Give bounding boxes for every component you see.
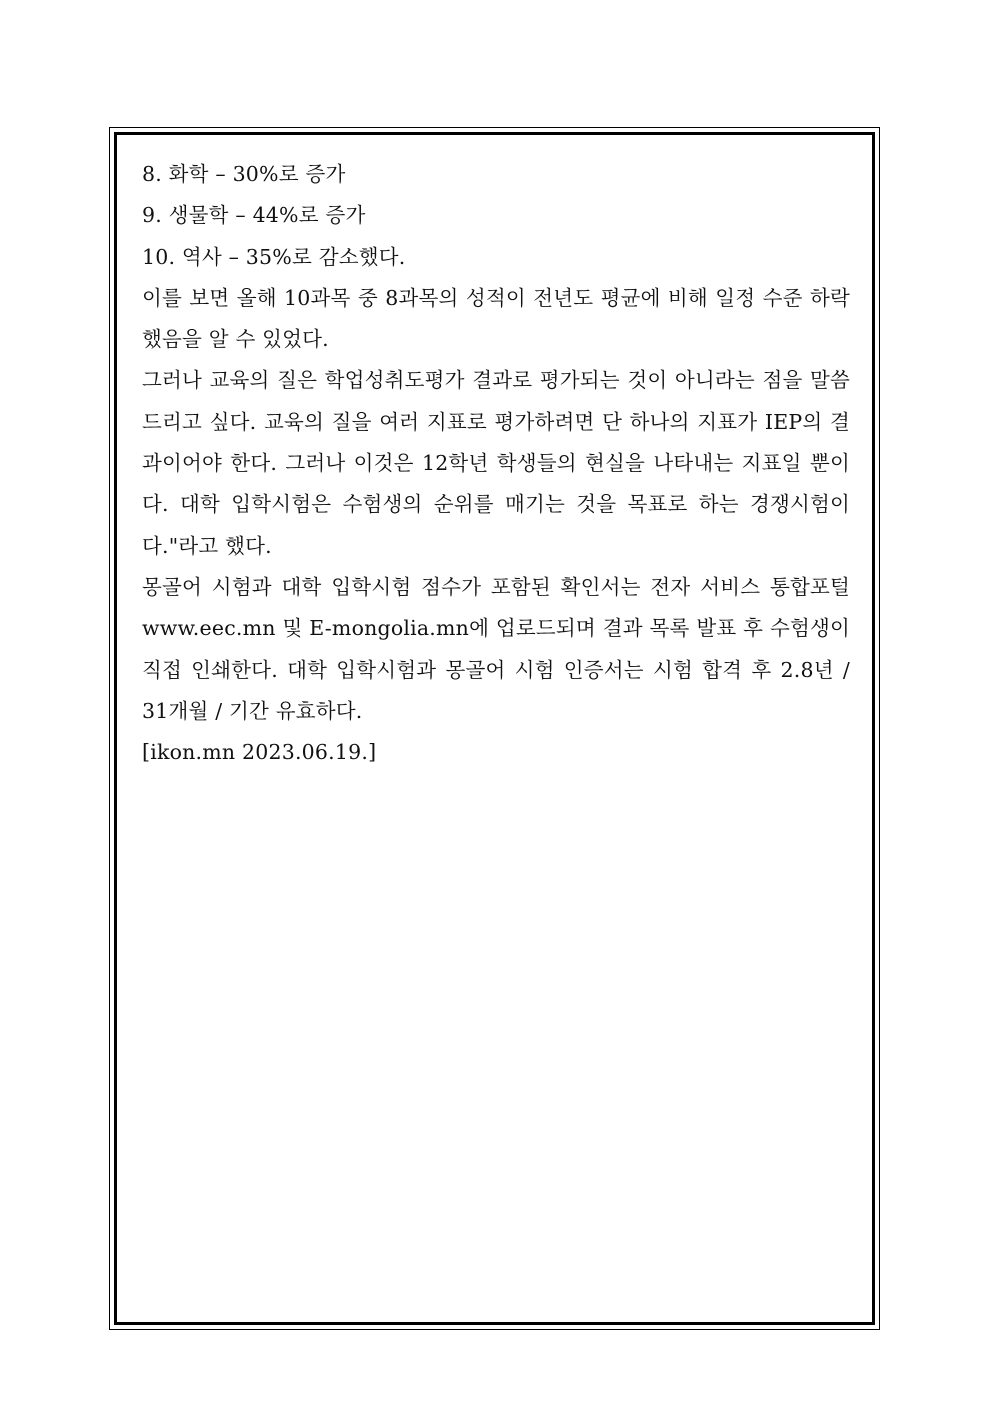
document-body xyxy=(142,154,850,773)
paragraph-certificate: 몽골어 시험과 대학 입학시험 점수가 포함된 확인서는 전자 서비스 통합포털 www.eec.mn 및 E-mongolia.mn에 업로드되며 결과 목록 발표 후 수험생이 직접 인쇄한다. 대학 입학시험과 몽골어 시험 인증서는 시험 합격 후 2.8년 / 31개월 / 기간 유효하다. xyxy=(142,574,850,723)
source-citation: [ikon.mn 2023.06.19.] xyxy=(142,740,377,765)
list-item-history: 10. 역사 – 35%로 감소했다. xyxy=(142,244,406,269)
list-item-chemistry: 8. 화학 – 30%로 증가 xyxy=(142,162,346,186)
list-item-biology: 9. 생물학 – 44%로 증가 xyxy=(142,203,366,228)
paragraph-quote: 그러나 교육의 질은 학업성취도평가 결과로 평가되는 것이 아니라는 점을 말씀드리고 싶다. 교육의 질을 여러 지표로 평가하려면 단 하나의 지표가 IEP의 결과이어야 한다. 그러나 이것은 12학년 학생들의 현실을 나타내는 지표일 뿐이다. 대학 입학시험은 수험생의 순위를 매기는 것을 목표로 하는 경쟁시험이다."라고 했다. xyxy=(142,368,850,558)
paragraph-summary: 이를 보면 올해 10과목 중 8과목의 성적이 전년도 평균에 비해 일정 수준 하락했음을 알 수 있었다. xyxy=(142,285,850,352)
